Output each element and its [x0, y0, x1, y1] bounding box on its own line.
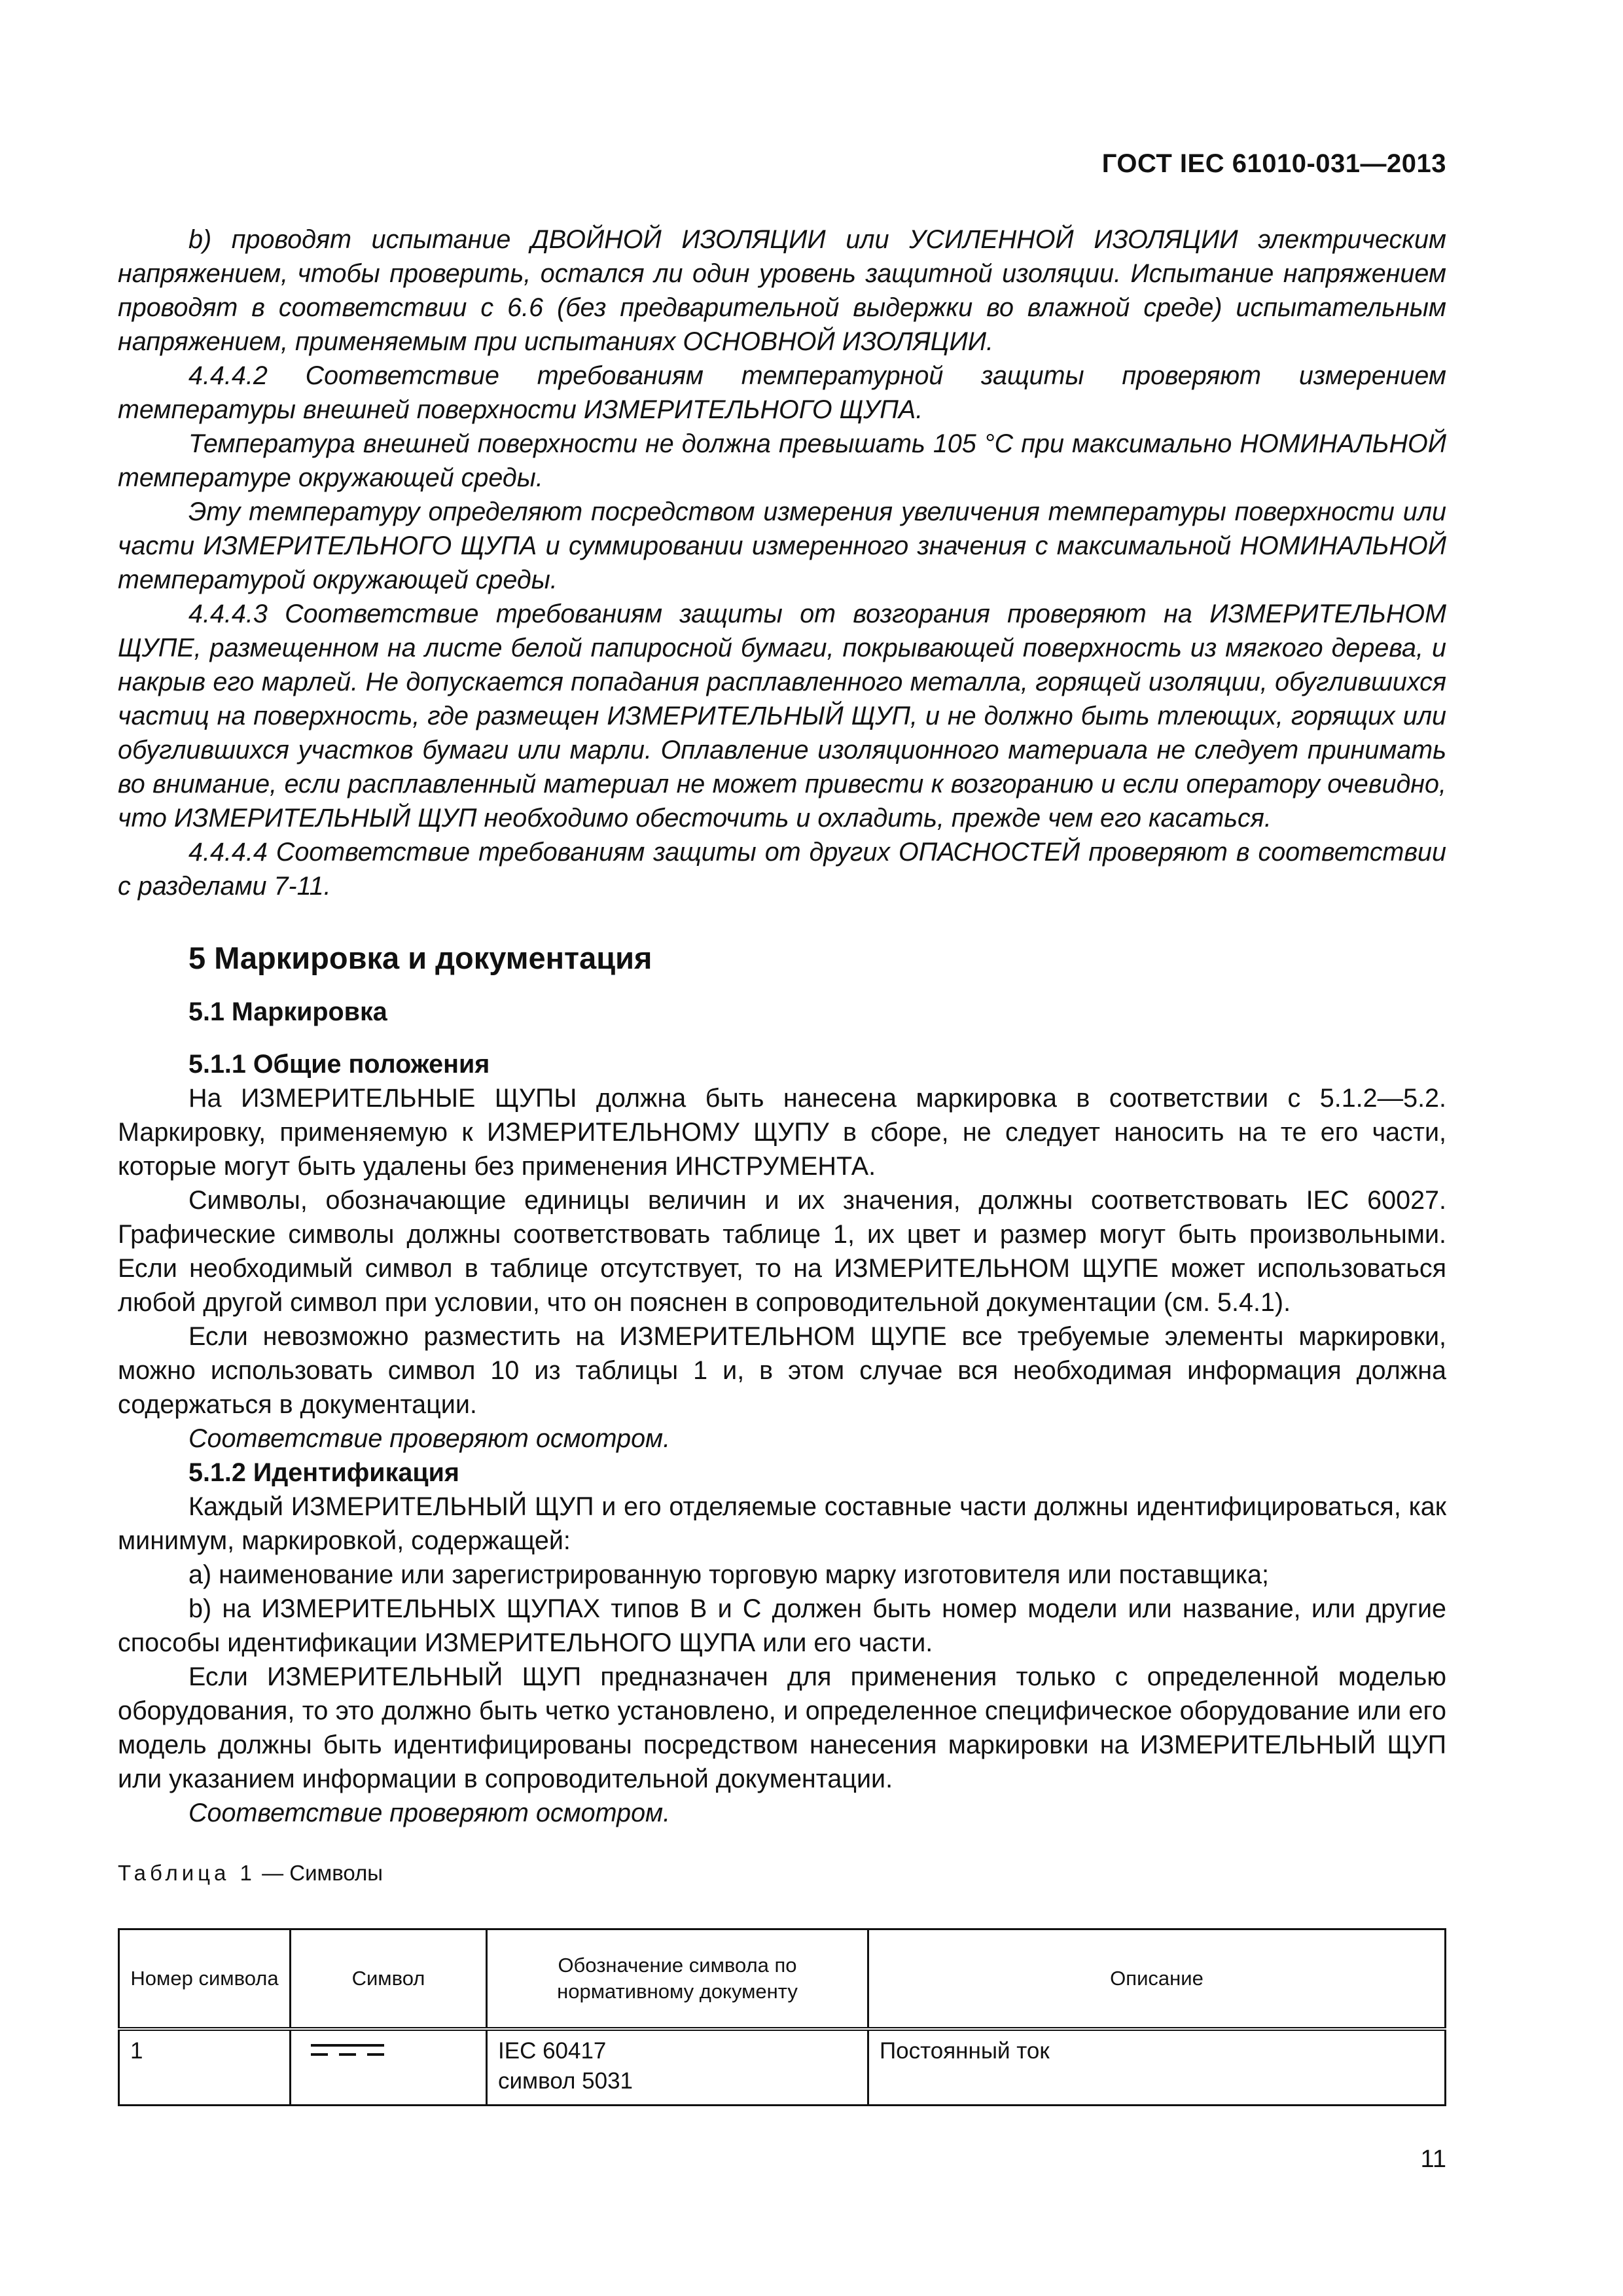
paragraph-5-1-1-symbol-10: Если невозможно разместить на ИЗМЕРИТЕЛЬНОМ ЩУПЕ все требуемые элементы маркировки, можно использовать символ 10 из таблицы 1 и, в этом случае вся необходимая информация должна содержаться в документации.	[118, 1322, 1446, 1419]
paragraph-compliance-inspection-1: Соответствие проверяют осмотром.	[188, 1424, 671, 1453]
paragraph-5-1-1-marking: На ИЗМЕРИТЕЛЬНЫЕ ЩУПЫ должна быть нанесена маркировка в соответствии с 5.1.2—5.2. Маркировку, применяемую к ИЗМЕРИТЕЛЬНОМУ ЩУПУ в сборе, не следует наносить на те его части, которые могут быть удалены без применения ИНСТРУМЕНТА.	[118, 1084, 1446, 1181]
paragraph-4-4-4-4: 4.4.4.4 Соответствие требованиям защиты от других ОПАСНОСТЕЙ проверяют в соответствии с разделами 7-11.	[118, 838, 1446, 901]
document-page	[118, 0, 1446, 2296]
table-header-row	[119, 1929, 1446, 2030]
direct-current-icon	[308, 2040, 387, 2060]
designation-standard: IEC 60417	[498, 2038, 607, 2064]
designation-symbol-number: символ 5031	[498, 2068, 633, 2094]
paragraph-4-4-4-2: 4.4.4.2 Соответствие требованиям температурной защиты проверяют измерением температуры внешней поверхности ИЗМЕРИТЕЛЬНОГО ЩУПА.	[118, 361, 1446, 424]
table-row	[119, 2029, 1446, 2106]
header-designation: Обозначение символа по нормативному документу	[487, 1929, 868, 2030]
paragraph-temperature-measurement: Эту температуру определяют посредством измерения увеличения температуры поверхности или части ИЗМЕРИТЕЛЬНОГО ЩУПА и суммировании измеренного значения с максимальной НОМИНАЛЬНОЙ температурой окружающей среды.	[118, 497, 1446, 594]
document-code: ГОСТ IEC 61010-031—2013	[1101, 149, 1446, 178]
list-item-b: b) на ИЗМЕРИТЕЛЬНЫХ ЩУПАХ типов В и С должен быть номер модели или название, или другие способы идентификации ИЗМЕРИТЕЛЬНОГО ЩУПА или его части.	[118, 1594, 1446, 1657]
header-symbol: Символ	[291, 1929, 487, 2030]
table-caption	[118, 1859, 1446, 1888]
section-heading-5-1-1: 5.1.1 Общие положения	[188, 1050, 490, 1079]
header-description: Описание	[868, 1929, 1446, 2030]
page-number: 11	[1420, 2145, 1446, 2173]
cell-symbol-number: 1	[119, 2029, 291, 2106]
document-body	[118, 223, 1446, 2106]
paragraph-5-1-2-identification: Каждый ИЗМЕРИТЕЛЬНЫЙ ЩУП и его отделяемые составные части должны идентифицироваться, как минимум, маркировкой, содержащей:	[118, 1492, 1446, 1555]
paragraph-4-4-4-3: 4.4.4.3 Соответствие требованиям защиты от возгорания проверяют на ИЗМЕРИТЕЛЬНОМ ЩУПЕ, размещенном на листе белой папиросной бумаги, покрывающей поверхность из мягкого дерева, и накрыв его марлей. Не допускается попадания расплавленного металла, горящей изоляции, обуглившихся частиц на поверхность, где размещен ИЗМЕРИТЕЛЬНЫЙ ЩУП, и не должно быть тлеющих, горящих или обуглившихся участков бумаги или марли. Оплавление изоляционного материала не следует принимать во внимание, если расплавленный материал не может привести к возгоранию и если оператору очевидно, что ИЗМЕРИТЕЛЬНЫЙ ЩУП необходимо обесточить и охладить, прежде чем его касаться.	[118, 600, 1446, 833]
table-caption-prefix: Таблица 1	[118, 1861, 256, 1885]
cell-designation	[487, 2029, 868, 2106]
cell-description: Постоянный ток	[868, 2029, 1446, 2106]
paragraph-surface-temperature: Температура внешней поверхности не должна превышать 105 °C при максимально НОМИНАЛЬНОЙ температуре окружающей среды.	[118, 429, 1446, 492]
symbols-table	[118, 1928, 1446, 2106]
header-symbol-number: Номер символа	[119, 1929, 291, 2030]
paragraph-5-1-1-symbols: Символы, обозначающие единицы величин и их значения, должны соответствовать IEC 60027. Графические символы должны соответствовать таблице 1, их цвет и размер могут быть произвольными. Если необходимый символ в таблице отсутствует, то на ИЗМЕРИТЕЛЬНОМ ЩУПЕ может использоваться любой другой символ при условии, что он пояснен в сопроводительной документации (см. 5.4.1).	[118, 1186, 1446, 1317]
table-caption-title: — Символы	[255, 1861, 383, 1885]
cell-symbol	[291, 2029, 487, 2106]
section-heading-5-1: 5.1 Маркировка	[188, 997, 387, 1026]
section-heading-5: 5 Маркировка и документация	[188, 941, 652, 975]
list-item-a: a) наименование или зарегистрированную торговую марку изготовителя или поставщика;	[188, 1560, 1269, 1589]
paragraph-5-1-2-specific-equipment: Если ИЗМЕРИТЕЛЬНЫЙ ЩУП предназначен для применения только с определенной моделью оборудования, то это должно быть четко установлено, и определенное специфическое оборудование или его модель должны быть идентифицированы посредством нанесения маркировки на ИЗМЕРИТЕЛЬНЫЙ ЩУП или указанием информации в сопроводительной документации.	[118, 1662, 1446, 1793]
paragraph-compliance-inspection-2: Соответствие проверяют осмотром.	[188, 1799, 671, 1827]
paragraph-test-double-insulation: b) проводят испытание ДВОЙНОЙ ИЗОЛЯЦИИ или УСИЛЕННОЙ ИЗОЛЯЦИИ электрическим напряжением, чтобы проверить, остался ли один уровень защитной изоляции. Испытание напряжением проводят в соответствии с 6.6 (без предварительной выдержки во влажной среде) испытательным напряжением, применяемым при испытаниях ОСНОВНОЙ ИЗОЛЯЦИИ.	[118, 225, 1446, 356]
section-heading-5-1-2: 5.1.2 Идентификация	[188, 1458, 459, 1487]
